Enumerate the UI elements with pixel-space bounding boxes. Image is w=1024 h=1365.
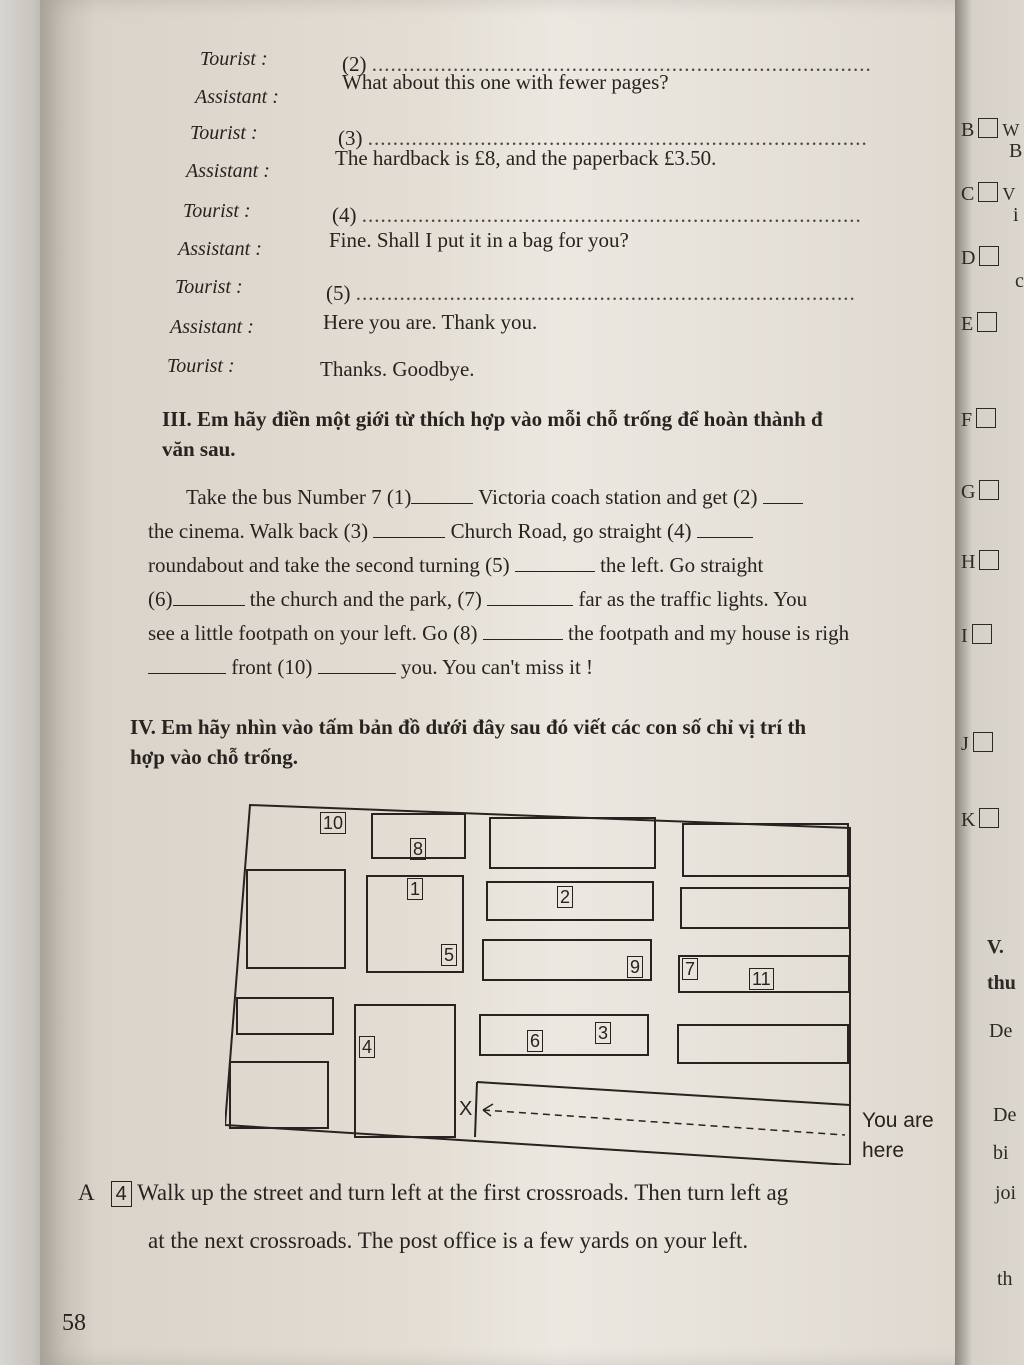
dialogue-line: (4) ................................................................................ [332, 203, 862, 227]
right-page-snippet: thu [987, 972, 1016, 994]
answer-blank[interactable] [697, 519, 753, 538]
map-label-3: 3 [595, 1022, 611, 1044]
checkbox-icon[interactable] [973, 732, 993, 752]
map-block [683, 824, 848, 876]
map-block [678, 1025, 848, 1063]
map-block [237, 998, 333, 1034]
option-item: K [961, 808, 999, 832]
answer-blank[interactable] [318, 655, 396, 674]
paragraph-line: (6) the church and the park, (7) far as the traffic lights. You [148, 587, 808, 611]
map-street-edge [475, 1082, 477, 1137]
map-label-11: 11 [749, 968, 774, 990]
map-block [681, 888, 849, 928]
speaker-label: Tourist : [167, 355, 235, 377]
right-page-snippet: De [993, 1104, 1017, 1126]
map-block [480, 1015, 648, 1055]
x-mark: X [459, 1098, 473, 1120]
speaker-label: Tourist : [200, 48, 268, 70]
map-label-8: 8 [410, 838, 426, 860]
map-block [490, 818, 655, 868]
map-label-1: 1 [407, 878, 423, 900]
map-street-edge [477, 1082, 850, 1105]
option-item: I [961, 624, 992, 648]
option-item: D [961, 246, 999, 270]
answer-text: Walk up the street and turn left at the first crossroads. Then turn left ag [137, 1180, 789, 1205]
right-facing-page [955, 0, 1024, 1365]
checkbox-icon[interactable] [972, 624, 992, 644]
map-label-10: 10 [320, 812, 346, 834]
map-block [355, 1005, 455, 1137]
you-are-here-label: You are here [862, 1109, 934, 1162]
option-item: E [961, 312, 997, 336]
checkbox-icon[interactable] [977, 312, 997, 332]
map-label-7: 7 [682, 958, 698, 980]
answer-blank[interactable] [148, 655, 226, 674]
dialogue-line: Fine. Shall I put it in a bag for you? [329, 228, 629, 252]
option-item: B W [961, 119, 1020, 141]
section-3-heading: III. Em hãy điền một giới từ thích hợp vào mỗi chỗ trống để hoàn thành đ văn sau. [162, 407, 823, 461]
checkbox-icon[interactable] [979, 246, 999, 266]
right-page-snippet: V. [987, 936, 1004, 958]
answer-blank[interactable] [515, 553, 595, 572]
map-label-4: 4 [359, 1036, 375, 1058]
dialogue-line: (3) ................................................................................ [338, 126, 868, 150]
right-page-snippet: De [989, 1020, 1013, 1042]
answer-blank[interactable] [173, 587, 245, 606]
speaker-label: Assistant : [170, 316, 254, 338]
checkbox-icon[interactable] [976, 408, 996, 428]
right-page-snippet: bi [993, 1142, 1009, 1164]
dialogue-line: (2) ................................................................................ [342, 52, 872, 76]
section-4-heading: IV. Em hãy nhìn vào tấm bản đồ dưới đây sau đó viết các con số chỉ vị trí th hợp vào chỗ trống. [130, 715, 807, 769]
speaker-label: Tourist : [183, 200, 251, 222]
dialogue-line: What about this one with fewer pages? [342, 70, 669, 94]
section-3-paragraph [148, 480, 948, 684]
street-map [225, 800, 855, 1165]
answer-blank[interactable] [763, 485, 803, 504]
dialogue-line: Thanks. Goodbye. [320, 357, 475, 381]
paragraph-line: roundabout and take the second turning (5) the left. Go straight [148, 553, 764, 577]
right-page-snippet: B [1009, 140, 1023, 162]
map-label-2: 2 [557, 886, 573, 908]
option-item: F [961, 408, 996, 432]
right-page-snippet: th [997, 1268, 1013, 1290]
speaker-label: Assistant : [186, 160, 270, 182]
checkbox-icon[interactable] [979, 550, 999, 570]
right-page-snippet: c [1015, 270, 1024, 292]
paragraph-line: see a little footpath on your left. Go (8) the footpath and my house is righ [148, 621, 850, 645]
speaker-label: Assistant : [178, 238, 262, 260]
map-label-6: 6 [527, 1030, 543, 1052]
answer-blank[interactable] [483, 621, 563, 640]
answer-a [78, 1174, 788, 1212]
answer-letter: A [78, 1180, 94, 1205]
speaker-label: Assistant : [195, 86, 279, 108]
checkbox-icon[interactable] [978, 118, 998, 138]
checkbox-icon[interactable] [979, 480, 999, 500]
paragraph-line: the cinema. Walk back (3) Church Road, go straight (4) [148, 514, 948, 548]
page-number: 58 [62, 1310, 86, 1336]
answer-a-line2: at the next crossroads. The post office is a few yards on your left. [148, 1228, 749, 1253]
option-item: H [961, 550, 999, 574]
option-item: G [961, 480, 999, 504]
option-item: J [961, 732, 993, 756]
dialogue-line: (5) ................................................................................ [326, 281, 856, 305]
paragraph-line: Take the bus Number 7 (1) Victoria coach station and get (2) [148, 480, 948, 514]
map-block [230, 1062, 328, 1128]
speaker-label: Tourist : [190, 122, 258, 144]
route-dashed-line [483, 1110, 845, 1135]
dialogue-line: Here you are. Thank you. [323, 310, 538, 334]
map-label-5: 5 [441, 944, 457, 966]
answer-blank[interactable] [411, 485, 473, 504]
map-block [247, 870, 345, 968]
answer-blank[interactable] [487, 587, 573, 606]
map-label-9: 9 [627, 956, 643, 978]
right-page-snippet: i [1013, 204, 1019, 226]
answer-blank[interactable] [373, 519, 445, 538]
right-page-snippet: joi [995, 1182, 1017, 1204]
answer-number-box: 4 [111, 1181, 132, 1207]
paragraph-line: front (10) you. You can't miss it ! [148, 650, 948, 684]
dialogue-line: The hardback is £8, and the paperback £3.50. [335, 146, 717, 170]
option-item: C V [961, 183, 1016, 205]
map-block [483, 940, 651, 980]
checkbox-icon[interactable] [978, 182, 998, 202]
speaker-label: Tourist : [175, 276, 243, 298]
checkbox-icon[interactable] [979, 808, 999, 828]
